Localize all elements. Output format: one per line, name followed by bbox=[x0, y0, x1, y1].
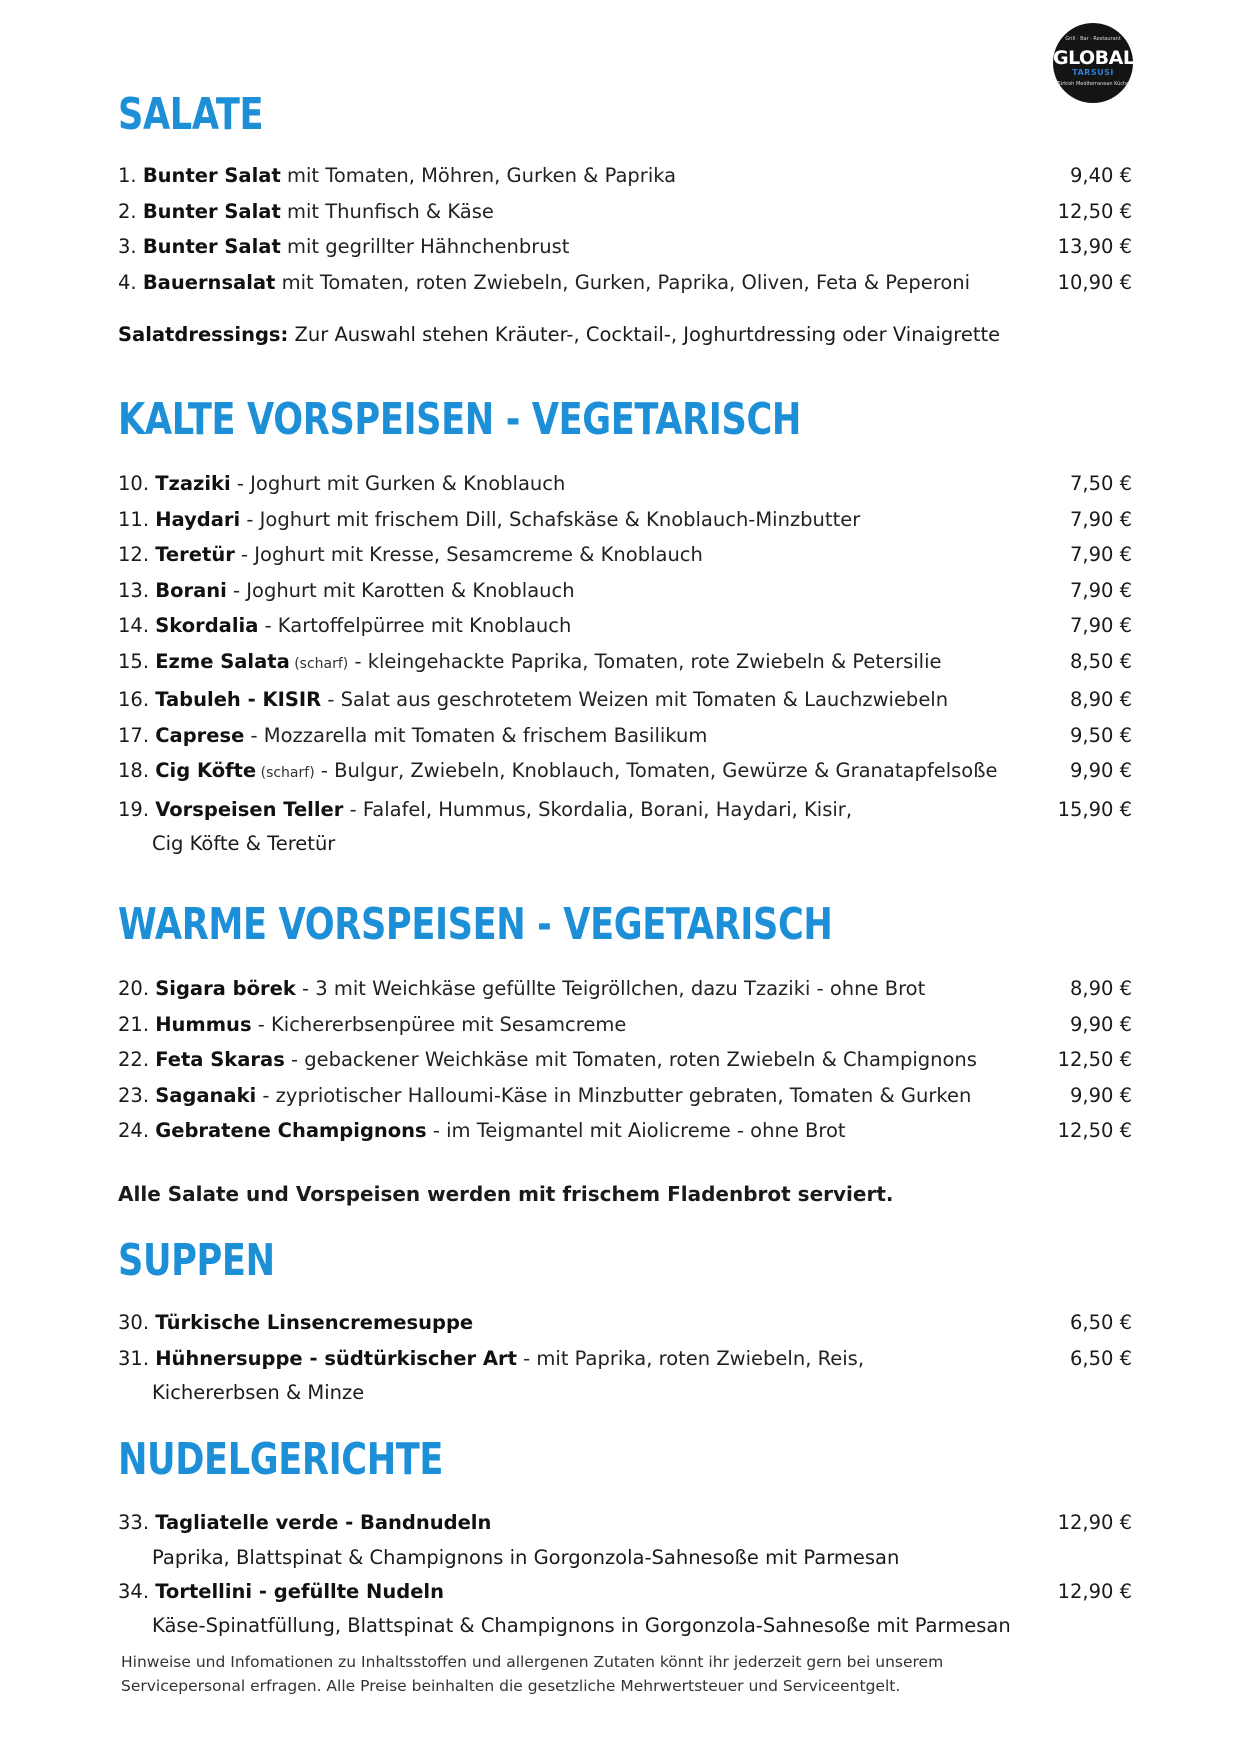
menu-item-name: Feta Skaras bbox=[155, 1048, 285, 1071]
menu-item-number: 17. bbox=[118, 723, 150, 747]
menu-item-description: mit Thunfisch & Käse bbox=[280, 199, 494, 223]
menu-item-description: - Kichererbsenpüree mit Sesamcreme bbox=[251, 1012, 627, 1036]
menu-item bbox=[118, 1505, 1132, 1574]
menu-item-name: Caprese bbox=[155, 723, 245, 747]
menu-item-number: 13. bbox=[118, 578, 150, 602]
menu-item-price: 9,40 € bbox=[1069, 164, 1132, 187]
menu-item-number: 4. bbox=[118, 270, 137, 294]
section-title-kalte: KALTE VORSPEISEN - VEGETARISCH bbox=[118, 394, 801, 445]
menu-item-price: 12,50 € bbox=[1057, 1119, 1132, 1142]
menu-item bbox=[118, 265, 1132, 301]
menu-item-number: 1. bbox=[118, 164, 137, 187]
menu-item-number: 23. bbox=[118, 1083, 150, 1107]
logo-sub: TARSUSI bbox=[1072, 68, 1114, 77]
menu-item-note: (scharf) bbox=[289, 655, 349, 672]
menu-item-line bbox=[118, 1341, 1132, 1377]
menu-item-name: Tzaziki bbox=[155, 472, 231, 495]
menu-item-description-continued: Cig Köfte & Teretür bbox=[152, 832, 336, 855]
section-title-salate: SALATE bbox=[118, 89, 264, 140]
menu-item-number: 18. bbox=[118, 759, 150, 782]
menu-item-number: 20. bbox=[118, 977, 150, 1000]
menu-item-name: Ezme Salata bbox=[155, 649, 290, 673]
dressings-text: Zur Auswahl stehen Kräuter-, Cocktail-, Joghurtdressing oder Vinaigrette bbox=[288, 323, 1001, 346]
menu-item bbox=[118, 718, 1132, 754]
menu-item-price: 7,90 € bbox=[1069, 507, 1132, 531]
footer-line-1: Hinweise und Infomationen zu Inhaltsstoffen und allergenen Zutaten könnt ihr jederzeit gern bei unserem bbox=[121, 1653, 944, 1671]
menu-item-name: Saganaki bbox=[155, 1083, 257, 1107]
menu-item bbox=[118, 1078, 1132, 1114]
menu-item-line bbox=[118, 1574, 1132, 1610]
allergen-footer bbox=[121, 1650, 943, 1698]
menu-item-number: 30. bbox=[118, 1311, 150, 1334]
menu-item-price: 12,50 € bbox=[1057, 1048, 1132, 1071]
menu-item-price: 9,90 € bbox=[1069, 759, 1132, 782]
bread-note: Alle Salate und Vorspeisen werden mit frischem Fladenbrot serviert. bbox=[118, 1182, 894, 1206]
dressings-note bbox=[118, 323, 1000, 346]
menu-item-description: - im Teigmantel mit Aiolicreme - ohne Brot bbox=[426, 1119, 846, 1142]
footer-line-2: Servicepersonal erfragen. Alle Preise beinhalten die gesetzliche Mehrwertsteuer und Serviceentgelt. bbox=[121, 1677, 901, 1695]
menu-item-line bbox=[118, 682, 1132, 718]
menu-item-name: Teretür bbox=[155, 543, 235, 566]
menu-item-description-continued: Kichererbsen & Minze bbox=[152, 1381, 365, 1404]
menu-item-description: - Joghurt mit Karotten & Knoblauch bbox=[226, 578, 575, 602]
logo-top-text: Grill · Bar · Restaurant bbox=[1065, 36, 1121, 42]
menu-item-name: Gebratene Champignons bbox=[155, 1119, 427, 1142]
logo-bottom-text: Türkish Mediterranean Küche bbox=[1056, 81, 1130, 87]
menu-item-price: 7,90 € bbox=[1069, 543, 1132, 566]
menu-item-name: Haydari bbox=[155, 507, 241, 531]
menu-item-name: Tortellini - gefüllte Nudeln bbox=[155, 1579, 444, 1603]
menu-item bbox=[118, 1305, 1132, 1341]
menu-item-price: 7,90 € bbox=[1069, 614, 1132, 637]
menu-item-price: 12,90 € bbox=[1057, 1511, 1132, 1534]
menu-item bbox=[118, 971, 1132, 1007]
menu-item bbox=[118, 1341, 1132, 1410]
menu-item-price: 15,90 € bbox=[1057, 797, 1132, 821]
menu-item-number: 16. bbox=[118, 688, 150, 711]
menu-item-price: 8,90 € bbox=[1069, 688, 1132, 711]
salate-list bbox=[118, 158, 1132, 300]
menu-item bbox=[118, 537, 1132, 573]
menu-item-number: 34. bbox=[118, 1579, 150, 1603]
menu-item-line bbox=[118, 194, 1132, 230]
menu-item-price: 9,90 € bbox=[1069, 1012, 1132, 1036]
menu-item-line bbox=[118, 1042, 1132, 1078]
menu-item-line bbox=[118, 718, 1132, 754]
menu-item bbox=[118, 1042, 1132, 1078]
menu-item-line bbox=[118, 466, 1132, 502]
warme-list bbox=[118, 971, 1132, 1149]
section-title-warme: WARME VORSPEISEN - VEGETARISCH bbox=[118, 899, 833, 950]
menu-item-description: - Bulgur, Zwiebeln, Knoblauch, Tomaten, Gewürze & Granatapfelsoße bbox=[314, 759, 998, 782]
menu-item-number: 19. bbox=[118, 797, 150, 821]
menu-item-line bbox=[118, 971, 1132, 1007]
menu-item-number: 22. bbox=[118, 1048, 150, 1071]
menu-item-line bbox=[118, 608, 1132, 644]
menu-item-name: Türkische Linsencremesuppe bbox=[155, 1311, 474, 1334]
menu-item-line bbox=[118, 1305, 1132, 1341]
menu-item bbox=[118, 792, 1132, 861]
menu-item bbox=[118, 1113, 1132, 1149]
section-title-suppen: SUPPEN bbox=[118, 1235, 275, 1286]
menu-item-description: - Joghurt mit Kresse, Sesamcreme & Knoblauch bbox=[234, 543, 703, 566]
menu-item-number: 12. bbox=[118, 543, 150, 566]
menu-item-price: 12,50 € bbox=[1057, 199, 1132, 223]
menu-item-description: - 3 mit Weichkäse gefüllte Teigröllchen, dazu Tzaziki - ohne Brot bbox=[295, 977, 926, 1000]
menu-item bbox=[118, 194, 1132, 230]
menu-item-description-continued: Käse-Spinatfüllung, Blattspinat & Champignons in Gorgonzola-Sahnesoße mit Parmesan bbox=[152, 1614, 1011, 1637]
menu-item-number: 21. bbox=[118, 1012, 150, 1036]
menu-item-description: - Mozzarella mit Tomaten & frischem Basilikum bbox=[244, 723, 708, 747]
menu-item-line bbox=[118, 644, 1132, 683]
menu-item-description: - mit Paprika, roten Zwiebeln, Reis, bbox=[516, 1346, 865, 1370]
menu-item-price: 6,50 € bbox=[1069, 1346, 1132, 1370]
menu-item-price: 6,50 € bbox=[1069, 1311, 1132, 1334]
menu-item-description: - Joghurt mit Gurken & Knoblauch bbox=[230, 472, 566, 495]
menu-item-line bbox=[118, 229, 1132, 265]
menu-item-description: - gebackener Weichkäse mit Tomaten, roten Zwiebeln & Champignons bbox=[284, 1048, 977, 1071]
menu-item-number: 11. bbox=[118, 507, 150, 531]
menu-item-price: 7,90 € bbox=[1069, 578, 1132, 602]
menu-item-number: 33. bbox=[118, 1511, 150, 1534]
kalte-list bbox=[118, 466, 1132, 860]
menu-item-price: 9,90 € bbox=[1069, 1083, 1132, 1107]
menu-item-number: 15. bbox=[118, 649, 150, 673]
menu-item-line bbox=[118, 1113, 1132, 1149]
menu-item-price: 10,90 € bbox=[1057, 270, 1132, 294]
menu-item-number: 14. bbox=[118, 614, 150, 637]
menu-item-note: (scharf) bbox=[256, 765, 315, 781]
menu-item bbox=[118, 1007, 1132, 1043]
menu-item-name: Tagliatelle verde - Bandnudeln bbox=[155, 1511, 492, 1534]
menu-item bbox=[118, 1574, 1132, 1643]
menu-item-name: Bunter Salat bbox=[142, 199, 281, 223]
menu-item-description: - Falafel, Hummus, Skordalia, Borani, Haydari, Kisir, bbox=[343, 797, 853, 821]
menu-item-line bbox=[118, 1007, 1132, 1043]
menu-item-price: 8,50 € bbox=[1069, 649, 1132, 673]
menu-item-line bbox=[118, 753, 1132, 792]
menu-item-price: 7,50 € bbox=[1069, 472, 1132, 495]
menu-item bbox=[118, 502, 1132, 538]
menu-item-name: Hummus bbox=[155, 1012, 252, 1036]
menu-item-name: Bauernsalat bbox=[142, 270, 276, 294]
menu-item-line bbox=[118, 1505, 1132, 1541]
menu-item-description: - zypriotischer Halloumi-Käse in Minzbutter gebraten, Tomaten & Gurken bbox=[256, 1083, 972, 1107]
menu-item-line bbox=[118, 265, 1132, 301]
menu-item-line bbox=[118, 537, 1132, 573]
nudel-list bbox=[118, 1505, 1132, 1642]
menu-item-name: Bunter Salat bbox=[142, 164, 281, 187]
menu-item bbox=[118, 158, 1132, 194]
menu-item bbox=[118, 229, 1132, 265]
menu-item-name: Borani bbox=[155, 578, 227, 602]
menu-item bbox=[118, 573, 1132, 609]
menu-item-number: 3. bbox=[118, 235, 137, 258]
menu-item-line bbox=[118, 792, 1132, 828]
dressings-label: Salatdressings: bbox=[118, 323, 289, 346]
menu-item-description: - Kartoffelpürree mit Knoblauch bbox=[258, 614, 572, 637]
menu-item-line bbox=[118, 573, 1132, 609]
menu-item-name: Hühnersuppe - südtürkischer Art bbox=[155, 1346, 517, 1370]
menu-item bbox=[118, 644, 1132, 683]
suppen-list bbox=[118, 1305, 1132, 1409]
menu-item-number: 2. bbox=[118, 199, 137, 223]
menu-item-price: 13,90 € bbox=[1057, 235, 1132, 258]
restaurant-logo bbox=[1053, 23, 1133, 103]
menu-item-number: 24. bbox=[118, 1119, 150, 1142]
menu-item-line bbox=[118, 1078, 1132, 1114]
menu-item bbox=[118, 753, 1132, 792]
menu-item bbox=[118, 682, 1132, 718]
menu-item-line bbox=[118, 158, 1132, 194]
menu-item-name: Bunter Salat bbox=[142, 235, 281, 258]
menu-item-number: 31. bbox=[118, 1346, 150, 1370]
menu-item-description-continued: Paprika, Blattspinat & Champignons in Gorgonzola-Sahnesoße mit Parmesan bbox=[152, 1545, 900, 1569]
menu-item bbox=[118, 608, 1132, 644]
menu-item bbox=[118, 466, 1132, 502]
menu-item-description: mit Tomaten, roten Zwiebeln, Gurken, Paprika, Oliven, Feta & Peperoni bbox=[275, 270, 971, 294]
logo-name: GLOBAL bbox=[1053, 47, 1135, 69]
menu-item-description: - Salat aus geschrotetem Weizen mit Tomaten & Lauchzwiebeln bbox=[321, 688, 949, 711]
menu-item-price: 9,50 € bbox=[1069, 723, 1132, 747]
section-title-nudel: NUDELGERICHTE bbox=[118, 1434, 444, 1485]
menu-item-description: mit Tomaten, Möhren, Gurken & Paprika bbox=[280, 164, 677, 187]
menu-item-description: mit gegrillter Hähnchenbrust bbox=[280, 235, 570, 258]
menu-item-name: Cig Köfte bbox=[155, 759, 257, 782]
menu-item-name: Skordalia bbox=[155, 614, 259, 637]
menu-item-name: Vorspeisen Teller bbox=[155, 797, 344, 821]
menu-item-line bbox=[118, 502, 1132, 538]
menu-item-price: 8,90 € bbox=[1069, 977, 1132, 1000]
menu-item-name: Sigara börek bbox=[155, 977, 296, 1000]
menu-item-price: 12,90 € bbox=[1057, 1579, 1132, 1603]
menu-item-name: Tabuleh - KISIR bbox=[155, 688, 322, 711]
menu-item-number: 10. bbox=[118, 472, 150, 495]
menu-item-description: - kleingehackte Paprika, Tomaten, rote Zwiebeln & Petersilie bbox=[348, 649, 942, 673]
menu-item-description: - Joghurt mit frischem Dill, Schafskäse & Knoblauch-Minzbutter bbox=[240, 507, 861, 531]
